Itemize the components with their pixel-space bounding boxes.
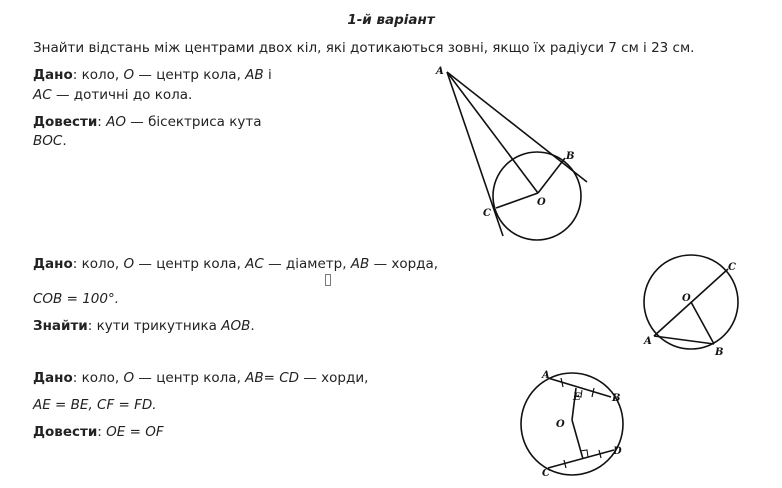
point-label-a: A [436,66,444,77]
point-label-b: B [566,151,575,162]
point-label-a: A [644,336,652,347]
point-label-b: B [612,393,621,404]
given-label: Дано [33,256,73,272]
point-label-o: O [537,197,546,208]
diameter-chord-figure [635,250,755,365]
given-label: Дано [33,370,73,386]
given-label: Дано [33,67,73,83]
point-label-e: E [573,392,581,403]
task-2-prove-line-2: BOC. [33,133,67,149]
task-3-given: Дано: коло, O — центр кола, AC — діаметр, AB — хорда, [33,256,439,272]
task-2-prove-line-1: Довести: AO — бісектриса кута [33,114,262,130]
point-label-o: O [556,419,565,430]
tangents-figure [425,60,600,250]
task-3-angle: COB = 100°. [33,291,120,307]
prove-label: Довести [33,424,98,440]
equal-chords-figure [510,362,635,482]
circle [493,152,581,240]
tangent-line-ac [447,72,503,236]
point-label-a: A [542,370,550,381]
point-label-c: C [542,468,550,479]
point-label-c: C [728,262,736,273]
radius-ob [691,302,714,344]
prove-label: Довести [33,114,98,130]
task-4-given: Дано: коло, O — центр кола, AB= CD — хорди, [33,370,369,386]
task-1-text: Знайти відстань між центрами двох кіл, які дотикаються зовні, якщо їх радіуси 7 см і 23 см. [33,40,695,56]
point-label-d: D [613,446,622,457]
find-label: Знайти [33,318,88,334]
text-cursor-icon [325,274,331,286]
radius-ob [538,158,565,193]
segment-of [572,420,583,459]
task-2-given-line-1: Дано: коло, O — центр кола, AB і [33,67,272,83]
task-4-prove: Довести: OE = OF [33,424,164,440]
task-4-line-2: AE = BE, CF = FD. [33,397,157,413]
radius-oc [496,193,538,208]
point-label-c: C [483,208,491,219]
task-3-find: Знайти: кути трикутника AOB. [33,318,255,334]
point-label-o: O [682,293,691,304]
circle [521,373,623,475]
point-label-b: B [715,347,724,358]
task-2-given-line-2: AC — дотичні до кола. [33,87,193,103]
variant-title: 1-й варіант [347,12,435,28]
